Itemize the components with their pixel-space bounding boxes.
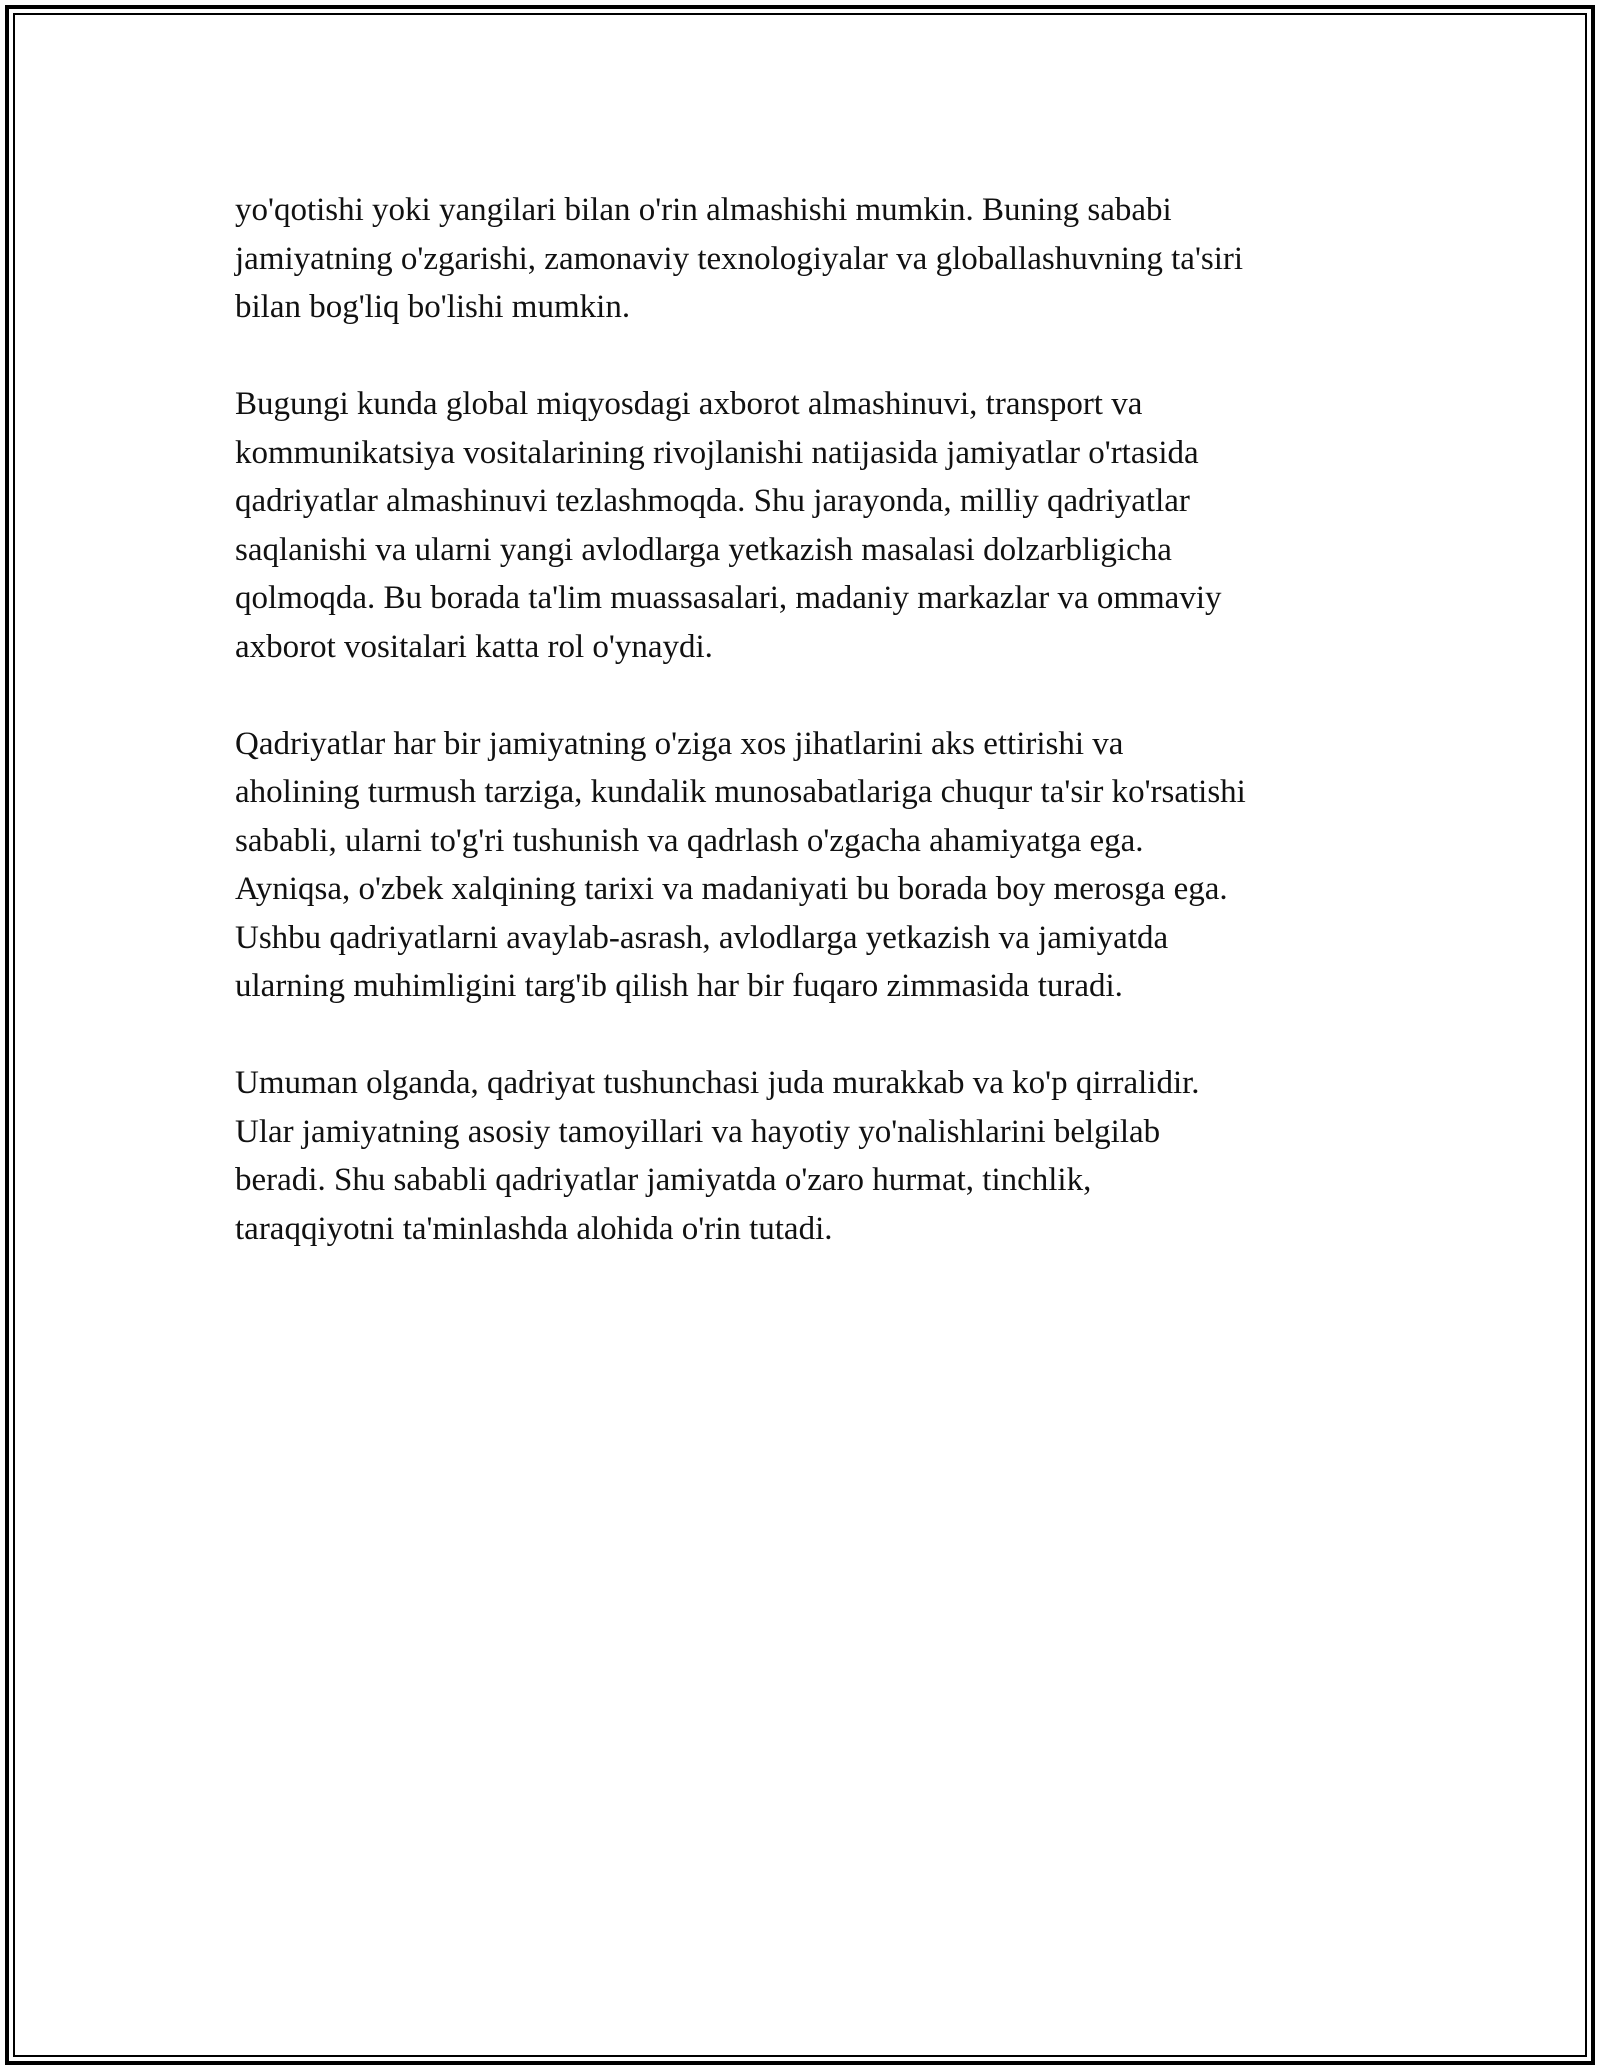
text-line: Ular jamiyatning asosiy tamoyillari va hayotiy yo'nalishlarini belgilab [235,1113,1161,1150]
document-body [235,186,1385,1302]
text-line: ularning muhimligini targ'ib qilish har bir fuqaro zimmasida turadi. [235,968,1123,1004]
text-line: Ayniqsa, o'zbek xalqining tarixi va madaniyati bu borada boy merosga ega. [235,871,1228,907]
text-line: taraqqiyotni ta'minlashda alohida o'rin tutadi. [235,1210,833,1247]
text-line: saqlanishi va ularni yangi avlodlarga yetkazish masalasi dolzarbligicha [235,531,1172,568]
text-line: sababli, ularni to'g'ri tushunish va qadrlash o'zgacha ahamiyatga ega. [235,822,1144,859]
paragraph-3 [235,720,1385,1011]
text-line: Bugungi kunda global miqyosdagi axborot almashinuvi, transport va [235,386,1143,422]
text-line: Umuman olganda, qadriyat tushunchasi juda murakkab va ko'p qirralidir. [235,1065,1200,1101]
text-line: axborot vositalari katta rol o'ynaydi. [235,628,713,665]
text-line: qadriyatlar almashinuvi tezlashmoqda. Shu jarayonda, milliy qadriyatlar [235,483,1190,519]
text-line: Qadriyatlar har bir jamiyatning o'ziga xos jihatlarini aks ettirishi va [235,725,1124,762]
text-line: yo'qotishi yoki yangilari bilan o'rin almashishi mumkin. Buning sababi [235,192,1172,228]
text-line: jamiyatning o'zgarishi, zamonaviy texnologiyalar va globallashuvning ta'siri [235,240,1244,277]
paragraph-2 [235,380,1385,671]
paragraph-1 [235,186,1385,332]
text-line: qolmoqda. Bu borada ta'lim muassasalari, madaniy markazlar va ommaviy [235,580,1222,616]
text-line: kommunikatsiya vositalarining rivojlanishi natijasida jamiyatlar o'rtasida [235,434,1199,471]
text-line: aholining turmush tarziga, kundalik munosabatlariga chuqur ta'sir ko'rsatishi [235,774,1246,810]
text-line: Ushbu qadriyatlarni avaylab-asrash, avlodlarga yetkazish va jamiyatda [235,919,1169,956]
text-line: beradi. Shu sababli qadriyatlar jamiyatda o'zaro hurmat, tinchlik, [235,1162,1092,1198]
text-line: bilan bog'liq bo'lishi mumkin. [235,289,631,325]
paragraph-4 [235,1059,1385,1253]
